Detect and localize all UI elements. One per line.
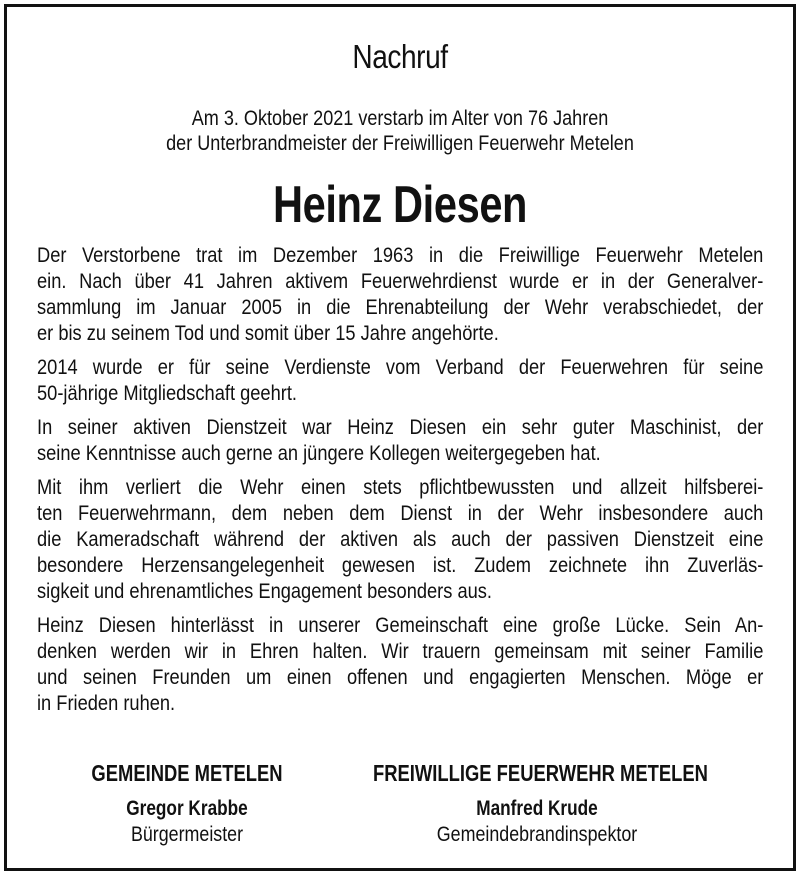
text-line: 2014 wurde er für seine Verdienste vom Verband der Feuerwehren für seine <box>37 356 764 379</box>
paragraph-character <box>37 475 763 605</box>
text-line: 50-jährige Mitgliedschaft geehrt. <box>37 382 297 405</box>
intro-line: Am 3. Oktober 2021 verstarb im Alter von 76 Jahren <box>191 107 609 130</box>
text-line: denken werden wir in Ehren halten. Wir trauern gemeinsam mit seiner Familie <box>37 640 764 663</box>
obituary-content <box>37 7 763 868</box>
text-line: er bis zu seinem Tod und somit über 15 Jahre angehörte. <box>37 322 499 345</box>
text-line: Mit ihm verliert die Wehr einen stets pflichtbewussten und allzeit hilfsberei- <box>37 476 764 499</box>
text-line: In seiner aktiven Dienstzeit war Heinz Diesen ein sehr guter Maschinist, der <box>37 416 764 439</box>
intro-text <box>37 106 763 156</box>
text-line: ein. Nach über 41 Jahren aktivem Feuerwehrdienst wurde er in der Generalver- <box>37 270 764 293</box>
signature-fire-department <box>332 758 742 848</box>
signature-name: Gregor Krabbe <box>126 797 248 820</box>
text-line: in Frieden ruhen. <box>37 692 176 715</box>
signature-role: Bürgermeister <box>130 823 244 846</box>
obituary-frame <box>4 4 796 871</box>
signature-org: FREIWILLIGE FEUERWEHR METELEN <box>373 760 708 786</box>
text-line: und seinen Freunden um einen offenen und engagierten Menschen. Möge er <box>37 666 764 689</box>
paragraph-membership <box>37 243 763 347</box>
signature-org: GEMEINDE METELEN <box>91 760 283 786</box>
paragraph-service <box>37 415 763 467</box>
text-line: Der Verstorbene trat im Dezember 1963 in die Freiwillige Feuerwehr Metelen <box>37 244 764 267</box>
intro-line: der Unterbrandmeister der Freiwilligen Feuerwehr Metelen <box>166 132 634 155</box>
obituary-title: Nachruf <box>352 38 448 75</box>
obituary-body <box>37 243 763 725</box>
text-line: sigkeit und ehrenamtliches Engagement besonders aus. <box>37 580 493 603</box>
signature-role: Gemeindebrandinspektor <box>436 823 638 846</box>
signature-name: Manfred Krude <box>476 797 598 820</box>
deceased-name: Heinz Diesen <box>272 176 528 234</box>
text-line: Heinz Diesen hinterlässt in unserer Gemeinschaft eine große Lücke. Sein An- <box>37 614 764 637</box>
text-line: seine Kenntnisse auch gerne an jüngere Kollegen weitergegeben hat. <box>37 442 601 465</box>
paragraph-honor <box>37 355 763 407</box>
text-line: sammlung im Januar 2005 in die Ehrenabteilung der Wehr verabschiedet, der <box>37 296 764 319</box>
text-line: ten Feuerwehrmann, dem neben dem Dienst in der Wehr insbesondere auch <box>37 502 764 525</box>
text-line: besondere Herzensangelegenheit gewesen ist. Zudem zeichnete ihn Zuverläs- <box>37 554 764 577</box>
text-line: die Kameradschaft während der aktiven als auch der passiven Dienstzeit eine <box>37 528 764 551</box>
signature-municipality <box>57 758 317 848</box>
paragraph-farewell <box>37 613 763 717</box>
